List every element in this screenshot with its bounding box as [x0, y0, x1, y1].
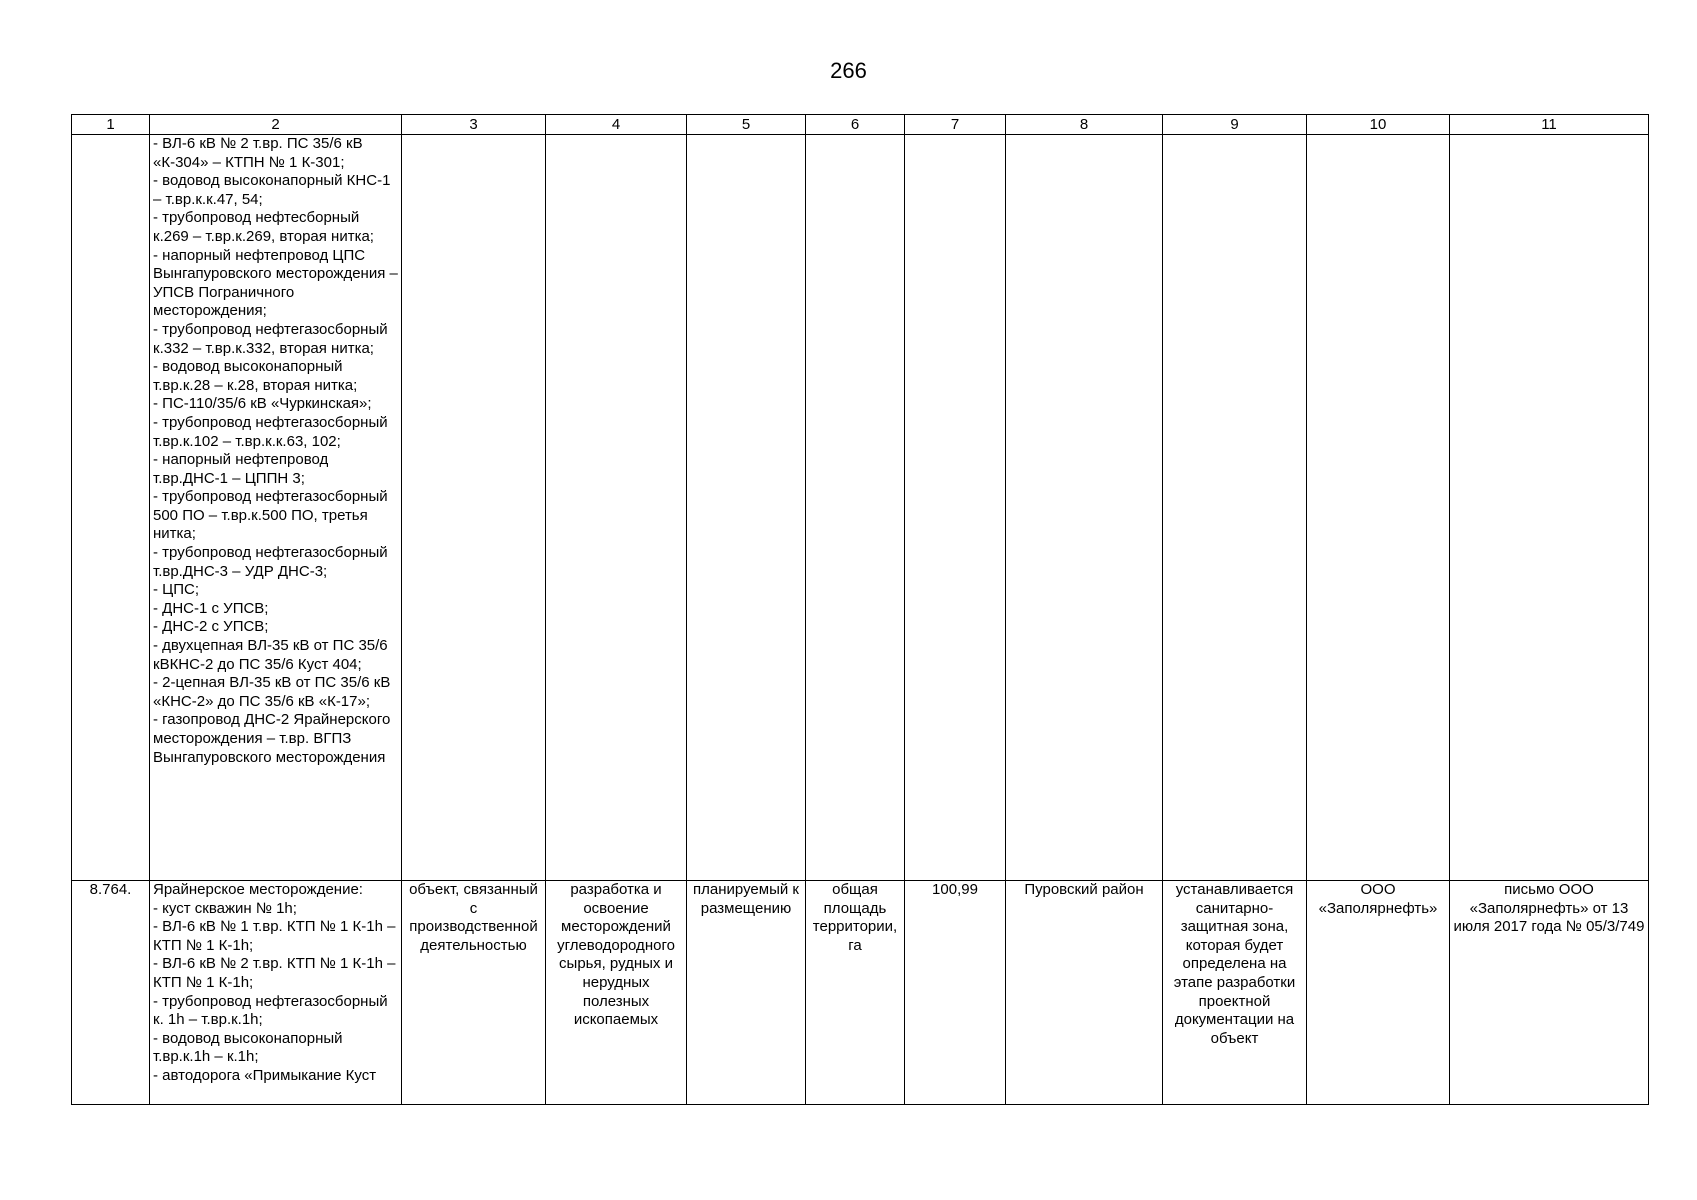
empty-cell: [1163, 135, 1307, 881]
objects-list-cell: [150, 881, 402, 1105]
empty-cell: [905, 135, 1006, 881]
row-number-cell: 8.764.: [72, 881, 150, 1105]
empty-cell: [402, 135, 546, 881]
column-number-row: [72, 115, 1649, 135]
list-item: - водовод высоконапорный т.вр.к.1h – к.1h;: [153, 1029, 343, 1066]
list-item: - ВЛ-6 кВ № 1 т.вр. КТП № 1 К-1h – КТП № 1 К-1h;: [153, 918, 396, 954]
organization-cell: ООО «Заполярнефть»: [1307, 881, 1450, 1105]
column-header: 8: [1006, 115, 1163, 135]
row-number-cell: [72, 135, 150, 881]
empty-cell: [546, 135, 687, 881]
list-item: - водовод высоконапорный т.вр.к.28 – к.28, вторая нитка;: [153, 358, 358, 394]
list-item: - 2-цепная ВЛ-35 кВ от ПС 35/6 кВ «КНС-2» до ПС 35/6 кВ «К-17»;: [153, 674, 391, 710]
column-header: 9: [1163, 115, 1307, 135]
list-item: - ПС-110/35/6 кВ «Чуркинская»;: [153, 395, 372, 413]
location-cell: Пуровский район: [1006, 881, 1163, 1105]
list-item: - двухцепная ВЛ-35 кВ от ПС 35/6 кВКНС-2 до ПС 35/6 Куст 404;: [153, 637, 388, 673]
table-row: [72, 135, 1649, 881]
list-item: - куст скважин № 1h;: [153, 899, 297, 917]
status-cell: планируемый к размещению: [687, 881, 806, 1105]
empty-cell: [1307, 135, 1450, 881]
empty-cell: [1450, 135, 1649, 881]
list-item: - ДНС-2 с УПСВ;: [153, 618, 269, 636]
empty-cell: [687, 135, 806, 881]
list-item: - автодорога «Примыкание Куст: [153, 1066, 377, 1084]
list-item: - трубопровод нефтегазосборный 500 ПО – т.вр.к.500 ПО, третья нитка;: [153, 488, 388, 543]
list-item: - ВЛ-6 кВ № 2 т.вр. ПС 35/6 кВ «К-304» – КТПН № 1 К-301;: [153, 135, 363, 171]
column-header: 6: [806, 115, 905, 135]
column-header: 11: [1450, 115, 1649, 135]
purpose-cell: разработка и освоение месторождений углеводородного сырья, рудных и нерудных полезных ископаемых: [546, 881, 687, 1105]
column-header: 7: [905, 115, 1006, 135]
characteristic-cell: общая площадь территории, га: [806, 881, 905, 1105]
field-title: Ярайнерское месторождение:: [153, 881, 363, 898]
basis-cell: письмо ООО «Заполярнефть» от 13 июля 2017 года № 05/3/749: [1450, 881, 1649, 1105]
data-table: [71, 114, 1649, 1105]
list-item: - трубопровод нефтегазосборный к. 1h – т.вр.к.1h;: [153, 992, 388, 1029]
list-item: - ВЛ-6 кВ № 2 т.вр. КТП № 1 К-1h – КТП № 1 К-1h;: [153, 955, 396, 991]
list-item: - газопровод ДНС-2 Ярайнерского месторождения – т.вр. ВГПЗ Вынгапуровского месторождения: [153, 711, 391, 766]
empty-cell: [1006, 135, 1163, 881]
list-item: - напорный нефтепровод т.вр.ДНС-1 – ЦППН 3;: [153, 451, 329, 487]
zone-cell: устанавливается санитарно-защитная зона, которая будет определена на этапе разработки проектной документации на объект: [1163, 881, 1307, 1105]
value-cell: 100,99: [905, 881, 1006, 1105]
list-item: - ЦПС;: [153, 581, 200, 599]
empty-cell: [806, 135, 905, 881]
list-item: - ДНС-1 с УПСВ;: [153, 599, 269, 617]
column-header: 1: [72, 115, 150, 135]
list-item: - напорный нефтепровод ЦПС Вынгапуровского месторождения – УПСВ Пограничного месторождения;: [153, 246, 398, 320]
column-header: 3: [402, 115, 546, 135]
object-type-cell: объект, связанный с производственной деятельностью: [402, 881, 546, 1105]
table-row: [72, 881, 1649, 1105]
list-item: - трубопровод нефтегазосборный к.332 – т.вр.к.332, вторая нитка;: [153, 320, 388, 357]
column-header: 10: [1307, 115, 1450, 135]
list-item: - трубопровод нефтегазосборный т.вр.ДНС-3 – УДР ДНС-3;: [153, 544, 388, 580]
column-header: 2: [150, 115, 402, 135]
list-item: - трубопровод нефтегазосборный т.вр.к.102 – т.вр.к.к.63, 102;: [153, 413, 388, 450]
column-header: 4: [546, 115, 687, 135]
objects-list-cell: [150, 135, 402, 881]
column-header: 5: [687, 115, 806, 135]
list-item: - трубопровод нефтесборный к.269 – т.вр.к.269, вторая нитка;: [153, 209, 374, 245]
page-number: 266: [830, 58, 867, 83]
list-item: - водовод высоконапорный КНС-1 – т.вр.к.к.47, 54;: [153, 172, 391, 208]
